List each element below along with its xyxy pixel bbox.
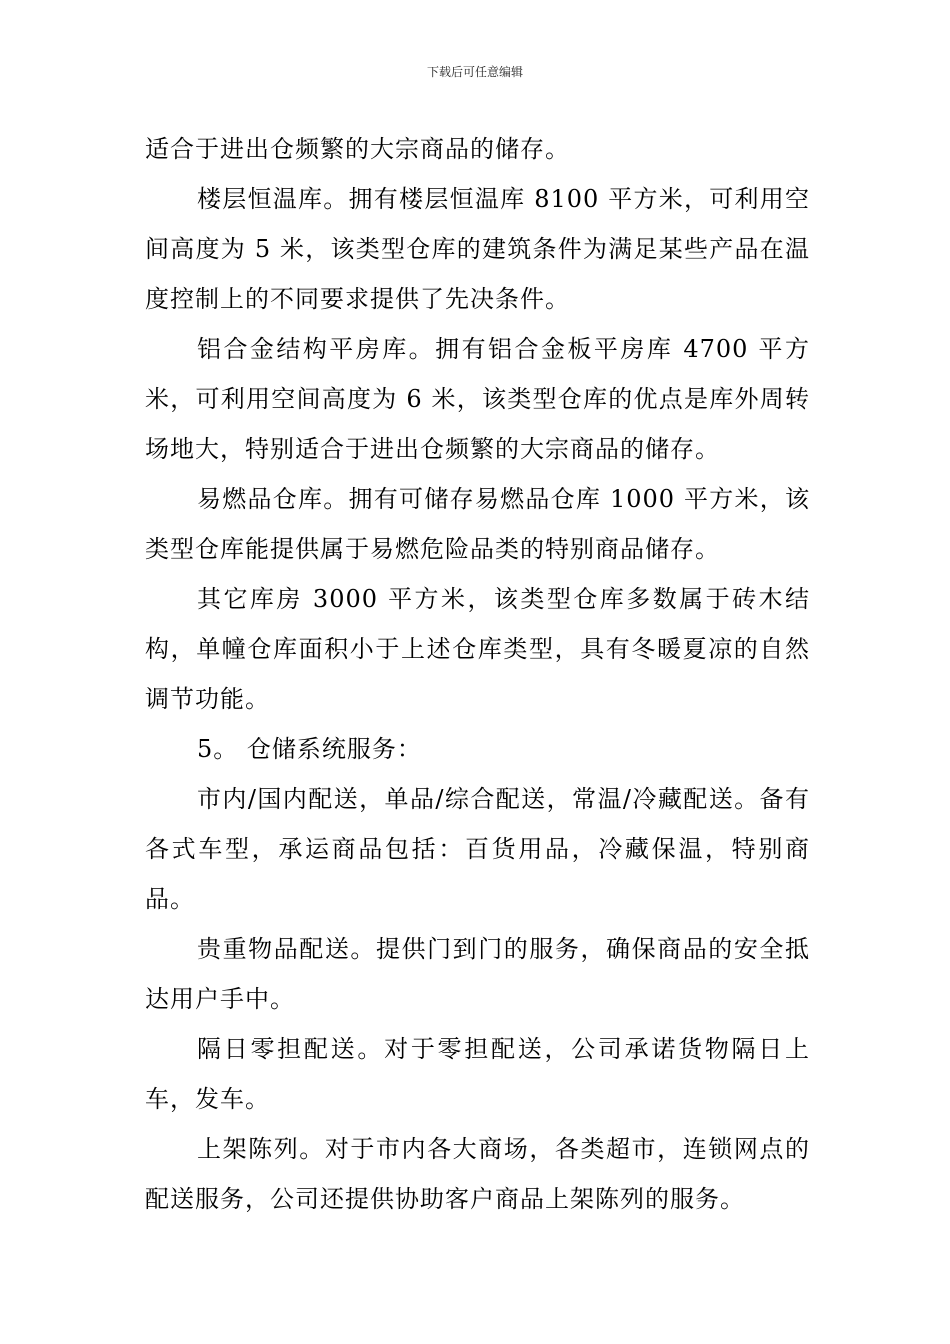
paragraph-floor-thermostatic-warehouse: 楼层恒温库。拥有楼层恒温库 8100 平方米，可利用空间高度为 5 米，该类型仓库的建筑条件为满足某些产品在温度控制上的不同要求提供了先决条件。: [145, 185, 810, 313]
section-heading-storage-services: 5。 仓储系统服务：: [197, 735, 422, 763]
paragraph-aluminum-warehouse: 铝合金结构平房库。拥有铝合金板平房库 4700 平方米，可利用空间高度为 6 米，该类型仓库的优点是库外周转场地大，特别适合于进出仓频繁的大宗商品的储存。: [145, 335, 810, 463]
paragraph-shelf-display: 上架陈列。对于市内各大商场，各类超市，连锁网点的配送服务，公司还提供协助客户商品上架陈列的服务。: [145, 1135, 810, 1213]
paragraph-valuables-delivery: 贵重物品配送。提供门到门的服务，确保商品的安全抵达用户手中。: [145, 935, 810, 1013]
page-header-note: 下载后可任意编辑: [426, 65, 523, 79]
paragraph-other-warehouses: 其它库房 3000 平方米，该类型仓库多数属于砖木结构，单幢仓库面积小于上述仓库类型，具有冬暖夏凉的自然调节功能。: [145, 585, 810, 713]
paragraph-continuation: 适合于进出仓频繁的大宗商品的储存。: [145, 135, 570, 163]
document-body: [145, 124, 810, 1224]
paragraph-next-day-delivery: 隔日零担配送。对于零担配送，公司承诺货物隔日上车，发车。: [145, 1035, 810, 1113]
paragraph-flammable-warehouse: 易燃品仓库。拥有可储存易燃品仓库 1000 平方米，该类型仓库能提供属于易燃危险品类的特别商品储存。: [145, 485, 810, 563]
paragraph-distribution: 市内/国内配送，单品/综合配送，常温/冷藏配送。备有各式车型，承运商品包括：百货用品，冷藏保温，特别商品。: [145, 785, 810, 913]
